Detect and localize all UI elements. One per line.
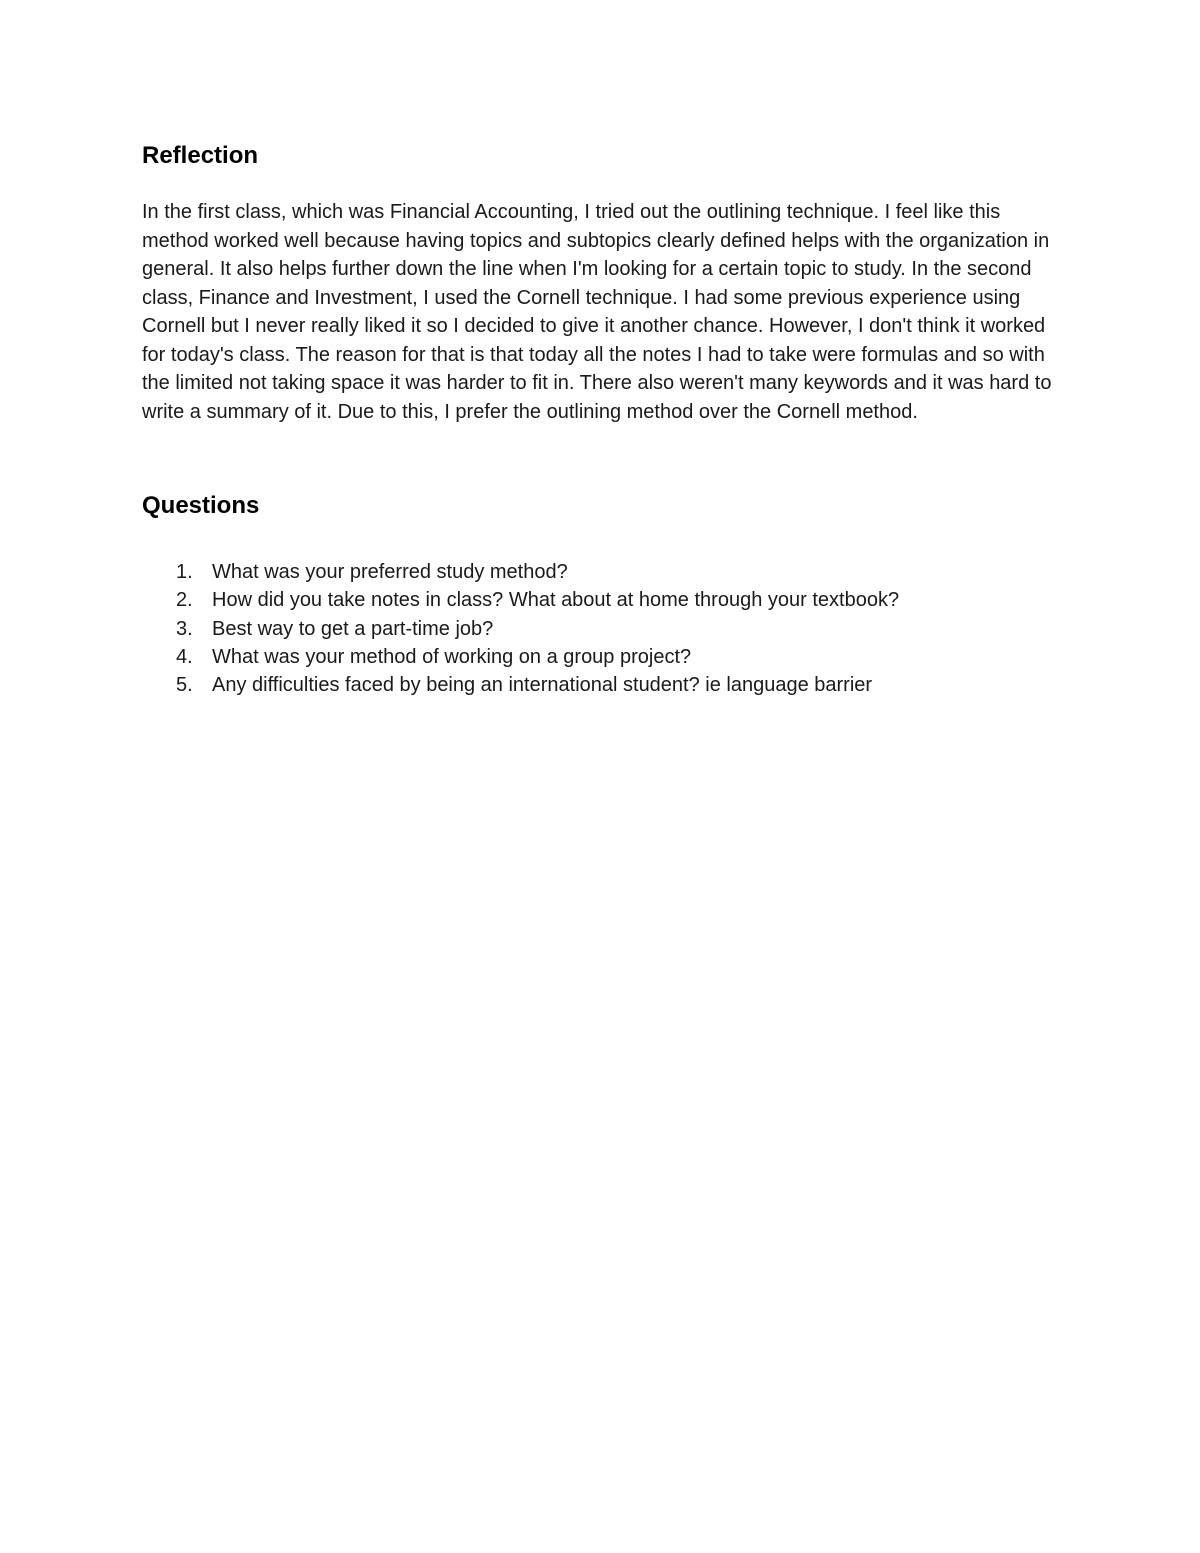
list-item [142, 558, 1062, 586]
reflection-heading: Reflection [142, 142, 259, 169]
list-item-text: How did you take notes in class? What about at home through your textbook? [212, 589, 900, 612]
questions-list [142, 558, 1062, 699]
questions-heading: Questions [142, 492, 260, 519]
reflection-paragraph: In the first class, which was Financial Accounting, I tried out the outlining technique. I feel like this method worked well because having topics and subtopics clearly defined helps with the organization in general. It also helps further down the line when I'm looking for a certain topic to study. In the second class, Finance and Investment, I used the Cornell technique. I had some previous experience using Cornell but I never really liked it so I decided to give it another chance. However, I don't think it worked for today's class. The reason for that is that today all the notes I had to take were formulas and so with the limited not taking space it was harder to fit in. There also weren't many keywords and it was hard to write a summary of it. Due to this, I prefer the outlining method over the Cornell method. [142, 201, 1052, 423]
list-item [142, 643, 1062, 671]
list-item-number: 5. [176, 674, 193, 697]
list-item-text: What was your method of working on a group project? [212, 645, 692, 668]
list-item-number: 1. [176, 561, 193, 583]
list-item-text: Best way to get a part-time job? [212, 617, 494, 640]
list-item-number: 3. [176, 617, 193, 640]
list-item-text: What was your preferred study method? [212, 561, 568, 583]
document-content [142, 138, 1062, 699]
list-item [142, 586, 1062, 614]
list-item [142, 615, 1062, 643]
list-item-text: Any difficulties faced by being an international student? ie language barrier [212, 674, 873, 697]
list-item [142, 671, 1062, 699]
list-item-number: 4. [176, 645, 193, 668]
list-item-number: 2. [176, 589, 193, 612]
